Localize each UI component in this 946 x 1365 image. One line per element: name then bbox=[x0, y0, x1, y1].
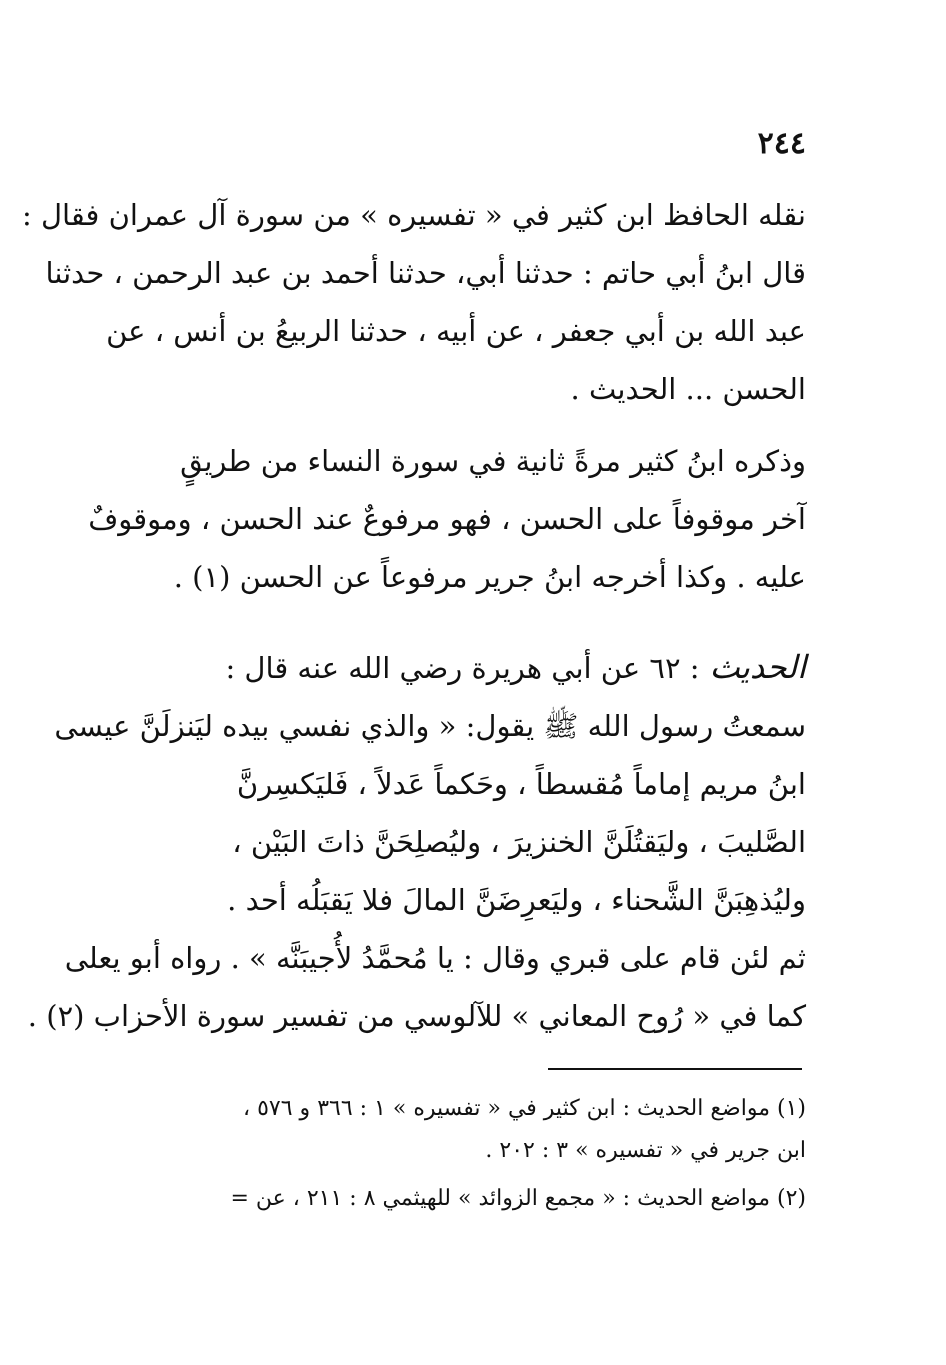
footnote-2: (٢) مواضع الحديث : « مجمع الزوائد » للهيثمي ٨ : ٢١١ ، عن = bbox=[230, 1186, 806, 1211]
hadith-heading-line bbox=[158, 638, 806, 697]
footnote-1: (١) مواضع الحديث : ابن كثير في « تفسيره » ١ : ٣٦٦ و ٥٧٦ ، bbox=[243, 1096, 806, 1121]
text-line: : ٦٢ عن أبي هريرة رضي الله عنه قال : bbox=[225, 651, 700, 685]
text-line: نقله الحافظ ابن كثير في « تفسيره » من سورة آل عمران فقال : bbox=[21, 198, 806, 232]
text-line: آخر موقوفاً على الحسن ، فهو مرفوعٌ عند الحسن ، وموقوفٌ bbox=[88, 502, 806, 536]
footnote-1-continued: ابن جرير في « تفسيره » ٣ : ٢٠٢ . bbox=[485, 1138, 806, 1163]
text-line: كما في « رُوح المعاني » للآلوسي من تفسير سورة الأحزاب (٢) . bbox=[27, 999, 806, 1033]
hadith-heading: الحديث bbox=[709, 648, 806, 686]
text-line: عليه . وكذا أخرجه ابنُ جرير مرفوعاً عن الحسن (١) . bbox=[173, 560, 806, 594]
text-line: وليُذهِبَنَّ الشَّحناء ، وليَعرِضَنَّ المالَ فلا يَقبَلُه أحد . bbox=[227, 883, 806, 917]
text-line: ثم لئن قام على قبري وقال : يا مُحمَّدُ لأُجيبَنَّه » . رواه أبو يعلى bbox=[64, 941, 806, 975]
footnote-divider bbox=[548, 1068, 802, 1070]
text-line: الصَّليبَ ، وليَقتُلَنَّ الخنزيرَ ، وليُصلِحَنَّ ذاتَ البَيْن ، bbox=[232, 825, 806, 859]
text-line: عبد الله بن أبي جعفر ، عن أبيه ، حدثنا الربيعُ بن أنس ، عن bbox=[106, 314, 806, 348]
text-line: قال ابنُ أبي حاتم : حدثنا أبي، حدثنا أحمد بن عبد الرحمن ، حدثنا bbox=[45, 256, 806, 290]
paragraph-hadith-62 bbox=[27, 638, 806, 1045]
text-line: وذكره ابنُ كثير مرةً ثانية في سورة النساء من طريقٍ bbox=[180, 444, 806, 478]
paragraph-ibn-kathir-tafsir bbox=[21, 186, 806, 418]
paragraph-surat-nisa bbox=[88, 432, 806, 606]
page-number: ٢٤٤ bbox=[757, 126, 806, 161]
footnotes bbox=[158, 1088, 806, 1220]
text-line: ابنُ مريم إماماً مُقسطاً ، وحَكماً عَدلاً ، فَليَكسِرنَّ bbox=[236, 767, 806, 801]
text-line: الحسن ... الحديث . bbox=[570, 372, 806, 406]
text-line: سمعتُ رسول الله ﷺ يقول: « والذي نفسي بيده ليَنزلَنَّ عيسى bbox=[54, 709, 806, 743]
